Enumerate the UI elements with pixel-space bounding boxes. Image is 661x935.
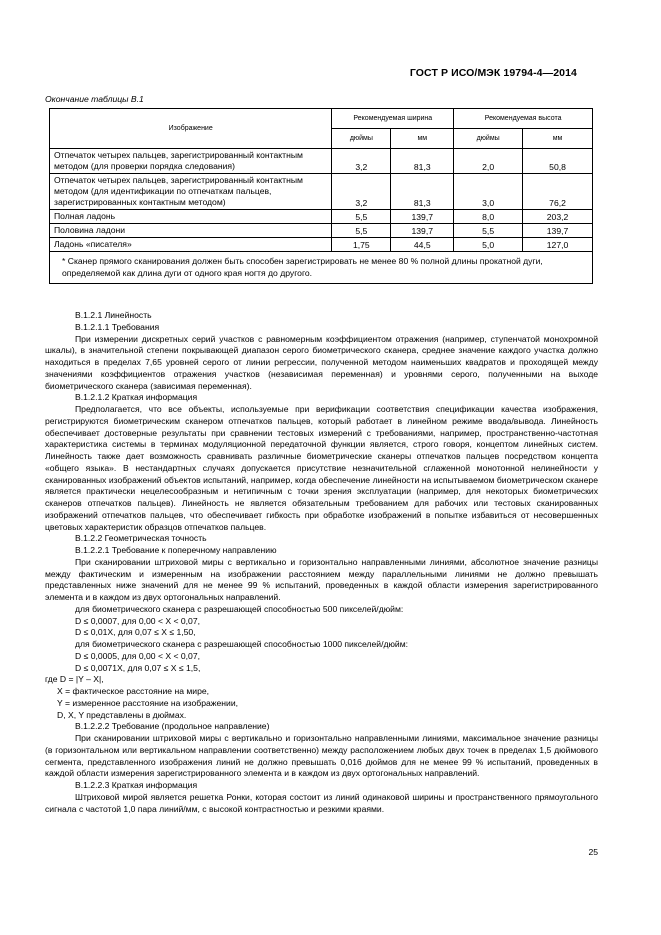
unit-height-mm: мм: [523, 129, 593, 149]
table-footnote-row: [50, 252, 593, 284]
table-row: [50, 174, 593, 210]
table-row: [50, 238, 593, 252]
cell-height-mm: 76,2: [523, 174, 593, 210]
paragraph: для биометрического сканера с разрешающей способностью 1000 пикселей/дюйм:: [75, 639, 409, 649]
table-row: [50, 224, 593, 238]
row-name: Отпечаток четырех пальцев, зарегистрированный контактным методом (для проверки порядка следования): [50, 149, 332, 174]
subsection-heading: В.1.2.2.3 Краткая информация: [75, 780, 198, 790]
subsection-heading: В.1.2.2.1 Требование к поперечному направлению: [75, 545, 277, 555]
row-name: Половина ладони: [50, 224, 332, 238]
cell-height-inch: 5,0: [454, 238, 523, 252]
cell-height-inch: 3,0: [454, 174, 523, 210]
cell-width-inch: 3,2: [332, 174, 391, 210]
cell-width-inch: 1,75: [332, 238, 391, 252]
formula-where: где D = |Y – X|,: [45, 674, 104, 685]
cell-width-mm: 139,7: [391, 224, 454, 238]
cell-width-mm: 44,5: [391, 238, 454, 252]
paragraph: При сканировании штриховой миры с вертикально и горизонтально направленными линиями, максимальное значение разницы (в горизонтальном или вертикальном направлении соответственно) между расположением любых двух точек в пределах 1,5 дюймового сегмента, представленного изображения линий не должно превышать 0,016 дюймов для не менее 99 % испытаний, проведенных в каждой области измерения зарегистрированного элемента и в каждом из двух ортогональных направлений.: [45, 733, 598, 779]
cell-width-mm: 81,3: [391, 174, 454, 210]
subsection-heading: В.1.2.2.2 Требование (продольное направление): [75, 721, 270, 732]
cell-height-mm: 139,7: [523, 224, 593, 238]
header-height: Рекомендуемая высота: [454, 109, 593, 129]
subsection-heading: В.1.2.1.2 Краткая информация: [75, 392, 198, 403]
formula-line: D ≤ 0,0071X, для 0,07 ≤ X ≤ 1,5,: [75, 662, 201, 673]
cell-height-inch: 8,0: [454, 210, 523, 224]
section-heading: В.1.2.1 Линейность: [75, 310, 152, 320]
formula-line: D ≤ 0,0005, для 0,00 < X < 0,07,: [75, 650, 200, 661]
dimensions-table: [49, 108, 593, 284]
table-header-row: [50, 109, 593, 129]
table-row: [50, 149, 593, 174]
paragraph: Штриховой мирой является решетка Ронки, которая состоит из линий одинаковой ширины и пространственного прямоугольного сигнала с частотой 1,0 пара линий/мм, с высокой контрастностью и резкими краями.: [45, 791, 598, 814]
cell-height-inch: 5,5: [454, 224, 523, 238]
header-width: Рекомендуемая ширина: [332, 109, 454, 129]
table-footnote: * Сканер прямого сканирования должен быть способен зарегистрировать не менее 80 % полной длины прокатной дуги, определяемой как длина дуги от одного края ногтя до другого.: [50, 252, 593, 284]
cell-height-mm: 127,0: [523, 238, 593, 252]
row-name: Отпечаток четырех пальцев, зарегистрированный контактным методом (для идентификации по отпечаткам пальцев, зарегистрированных контактным методом): [50, 174, 332, 210]
table-caption: Окончание таблицы В.1: [45, 94, 144, 104]
unit-height-inch: дюймы: [454, 129, 523, 149]
formula-definition: D, X, Y представлены в дюймах.: [57, 709, 187, 720]
cell-width-mm: 139,7: [391, 210, 454, 224]
unit-width-inch: дюймы: [332, 129, 391, 149]
cell-height-mm: 203,2: [523, 210, 593, 224]
subsection-heading: В.1.2.1.1 Требования: [75, 321, 160, 332]
cell-width-inch: 5,5: [332, 224, 391, 238]
cell-height-inch: 2,0: [454, 149, 523, 174]
formula-line: D ≤ 0,0007, для 0,00 < X < 0,07,: [75, 615, 200, 626]
cell-width-inch: 3,2: [332, 149, 391, 174]
cell-width-inch: 5,5: [332, 210, 391, 224]
paragraph: При сканировании штриховой миры с вертикально и горизонтально направленными линиями, абсолютное значение разницы между фактическим и измеренным на изображении расстоянием между параллельными линиями не должно превышать представленных ниже значений для не менее 99 % испытаний, проведенных в каждой области измерения зарегистрированного элемента и в каждом из двух ортогональных направлений.: [45, 556, 598, 602]
body-text: [45, 310, 598, 815]
paragraph: для биометрического сканера с разрешающей способностью 500 пикселей/дюйм:: [75, 603, 404, 614]
header-image: Изображение: [50, 109, 332, 149]
section-heading: В.1.2.2 Геометрическая точность: [75, 533, 207, 544]
unit-width-mm: мм: [391, 129, 454, 149]
page-number: 25: [588, 847, 598, 857]
paragraph: При измерении дискретных серий участков с равномерным коэффициентом отражения (например, ступенчатой монохромной шкалы), в значительной степени покрывающей диапазон серого биометрического сканера, среднее значение каждого участка должно находиться в пределах 7,65 уровней серого от линии регрессии, полученной методом наименьших квадратов и проходящей между значениями коэффициентов отражения участков (независимая переменная) и уровнями серого, полученными на выходе биометрического сканера (зависимая переменная).: [45, 333, 598, 391]
cell-height-mm: 50,8: [523, 149, 593, 174]
formula-definition: X = фактическое расстояние на мире,: [57, 686, 210, 696]
cell-width-mm: 81,3: [391, 149, 454, 174]
row-name: Полная ладонь: [50, 210, 332, 224]
formula-definition: Y = измеренное расстояние на изображении,: [57, 697, 239, 708]
table-row: [50, 210, 593, 224]
standard-header: ГОСТ Р ИСО/МЭК 19794-4—2014: [409, 67, 577, 79]
row-name: Ладонь «писателя»: [50, 238, 332, 252]
paragraph: Предполагается, что все объекты, используемые при верификации соответствия спецификации качества изображения, регистрируются биометрическим сканером отпечатков пальцев, который работает в линейном режиме ввода/вывода. Линейность обеспечивает достоверные результаты при сравнении тестовых измерений с требованиями, например, пространственно-частотная характеристика системы в терминах модуляционной передаточной функции является, строго говоря, концептом линейных систем. Линейность также дает возможность сравнивать различные биометрические сканеры отпечатков пальцев посредством концепта «общего языка». В нестандартных случаях допускается присутствие незначительной сглаженной монотонной нелинейности у сканированных изображений объектов испытаний, например, когда обеспечение линейности на испытываемом биометрическом сканере является практически нецелесообразным и нетипичным с точки зрения эксплуатации (например, для некоторых биометрических сканеров отпечатков пальцев). Линейность не является обязательным требованием для рабочих или тестовых сканированных изображений отпечатков пальцев, что обеспечивает гибкость при обработке изображений в попытке избавиться от несовершенных цветовых характеристик образцов отпечатков пальцев.: [45, 404, 598, 532]
formula-line: D ≤ 0,01X, для 0,07 ≤ X ≤ 1,50,: [75, 627, 196, 638]
